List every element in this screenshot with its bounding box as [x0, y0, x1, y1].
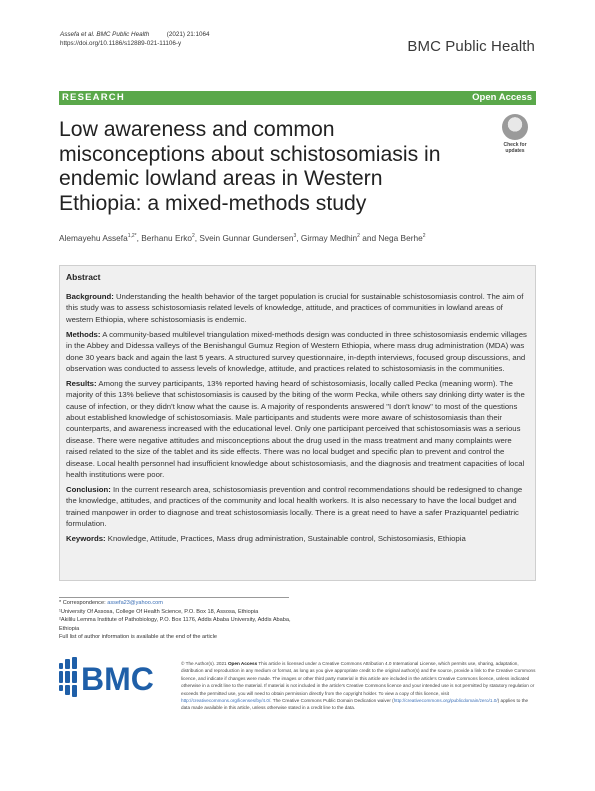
license-prefix: © The Author(s). 2021: [181, 661, 228, 666]
header-citation: [60, 30, 209, 48]
abstract-methods: [66, 329, 530, 375]
keywords-text: Knowledge, Attitude, Practices, Mass drug administration, Sustainable control, Schistosomiasis, Ethiopia: [107, 534, 466, 544]
author-name[interactable]: Nega Berhe: [378, 233, 423, 243]
check-for-updates-badge[interactable]: [498, 114, 532, 156]
results-label: Results:: [66, 378, 97, 388]
article-title: Low awareness and common misconceptions about schistosomiasis in endemic lowland areas in Western Ethiopia: a mixed-methods study: [59, 118, 441, 215]
methods-label: Methods:: [66, 329, 101, 339]
bmc-logo: [59, 657, 169, 697]
author-and: and: [359, 233, 379, 243]
author-separator: ,: [296, 233, 301, 243]
full-list-note: Full list of author information is available at the end of the article: [59, 634, 217, 641]
journal-name: BMC Public Health: [407, 38, 535, 55]
license-open-access: Open Access: [227, 661, 258, 666]
bmc-logo-text: BMC: [81, 661, 154, 697]
badge-line2: updates: [505, 148, 525, 154]
license-link-zero[interactable]: http://creativecommons.org/publicdomain/zero/1.0/: [393, 698, 498, 704]
open-access-label: Open Access: [472, 92, 532, 103]
author-separator: ,: [194, 233, 200, 243]
abstract-background: [66, 291, 530, 325]
abstract-conclusion: [66, 484, 530, 530]
author-name[interactable]: Alemayehu Assefa: [59, 233, 128, 243]
conclusion-text: In the current research area, schistosomiasis prevention and control recommendations should be redesigned to change the knowledge, attitudes, and practices of the community and local health workers. It is also necessary to have the local budget and trained manpower in order to diagnose and treat schistosomiasis locally. There is a great need to have a safer Praziquantel pediatric formulation.: [66, 485, 523, 529]
citation-authors: Assefa et al. BMC Public Health: [60, 31, 150, 38]
methods-text: A community-based multilevel triangulation mixed-methods design was conducted in three schistosomiasis endemic villages in the Abbey and Didessa valleys of the Benishangul Gumuz Region of Western Ethiopia, where mass drug administration (MDA) was done 30 years back and again the last 5 years. A structured survey questionnaire, in-depth interviews, focused group discussions, and observation was conducted to assess levels of knowledge, attitude, and practices related to schistosomiasis in the communities.: [66, 329, 527, 373]
abstract-heading: Abstract: [66, 272, 101, 282]
background-label: Background:: [66, 292, 114, 301]
correspondence-block: [59, 599, 299, 642]
author-affiliation: 2: [422, 233, 426, 240]
author-separator: ,: [136, 233, 142, 243]
author-list: [59, 233, 539, 243]
author-name[interactable]: Svein Gunnar Gundersen: [199, 233, 294, 243]
abstract-keywords: [66, 533, 530, 544]
abstract-results: [66, 378, 530, 481]
section-band: [59, 91, 536, 105]
citation-year: (2021) 21:1064: [166, 31, 210, 38]
author-affiliation: 2: [192, 233, 195, 240]
abstract-box: [59, 265, 536, 581]
affiliation-1: ¹University Of Assosa, College Of Health Science, P.O. Box 18, Assosa, Ethiopia: [59, 608, 259, 615]
results-text: Among the survey participants, 13% reported having heard of schistosomiasis, locally called Pecka (meaning worm). The majority of this 13% believe that schistosomiasis is caused by the biting of the worm Pecka, while others say drinking dirty water is the cause of infection, or they didn't know what the cause is. A majority of respondents answered "I don't know" to most of the questions about established knowledge of schistosomiasis. Male participants and students were more aware of schistosomiasis than their counterparts, and awareness increased with the educational level. Only one participant perceived that schistosomiasis was a serious disease. There were negative attitudes and misconceptions about the drug used in the mass treatment and many complaints were raised related to the size of the tablet and its side effects. There was no local budget and specific plan to prevent and control the disease. Local health personnel had insufficient knowledge about schistosomiasis, and the diagnosis and treatment capacities of local health institutions were poor.: [66, 378, 525, 480]
correspondence-label: * Correspondence:: [59, 600, 108, 606]
author-affiliation: 3: [293, 233, 297, 240]
keywords-label: Keywords:: [66, 534, 106, 544]
correspondence-email[interactable]: assefa23@yahoo.com: [107, 600, 163, 606]
author-affiliation: 1,2*: [127, 233, 137, 240]
check-updates-icon: [502, 114, 528, 140]
license-text: [181, 660, 537, 712]
affiliation-2: ²Akililu Lemma Institute of Pathobiology, P.O. Box 1176, Addis Ababa University, Addis Ababa, Ethiopia: [59, 617, 291, 632]
background-text: Understanding the health behavior of the target population is crucial for sustainable schistosomiasis control. The aim of this study was to assess schistosomiasis related levels of knowledge, attitude, and practices of communities in lowland areas of western Ethiopia, where schistosomiasis is endemic.: [66, 292, 524, 324]
author-name[interactable]: Berhanu Erko: [141, 233, 192, 243]
abstract-body: [66, 291, 530, 548]
license-link-by[interactable]: http://creativecommons.org/licenses/by/4.0/: [181, 698, 271, 704]
license-text2: . The Creative Commons Public Domain Dedication waiver (: [270, 698, 394, 704]
conclusion-label: Conclusion:: [66, 485, 111, 494]
badge-line1: Check for: [503, 142, 527, 148]
license-text1: This article is licensed under a Creative Commons Attribution 4.0 International License, which permits use, sharing, adaptation, distribution and reproduction in any medium or format, as long as you give appropriate credit to the original author(s) and the source, provide a link to the Creative Commons licence, and indicate if changes were made. The images or other third party material in this article are included in the article's Creative Commons licence, unless indicated otherwise in a credit line to the material. If material is not included in the article's Creative Commons licence and your intended use is not permitted by statutory regulation or exceeds the permitted use, you will need to obtain permission directly from the copyright holder. To view a copy of this licence, visit: [181, 661, 536, 696]
doi-link[interactable]: https://doi.org/10.1186/s12889-021-11106-y: [60, 40, 182, 47]
section-label: RESEARCH: [62, 92, 125, 103]
footnote-divider: [59, 597, 289, 598]
license-text3: ) applies to the data made available in this article, unless otherwise stated in a credit line to the data.: [181, 698, 529, 711]
author-affiliation: 2: [357, 233, 360, 240]
author-name[interactable]: Girmay Medhin: [300, 233, 358, 243]
